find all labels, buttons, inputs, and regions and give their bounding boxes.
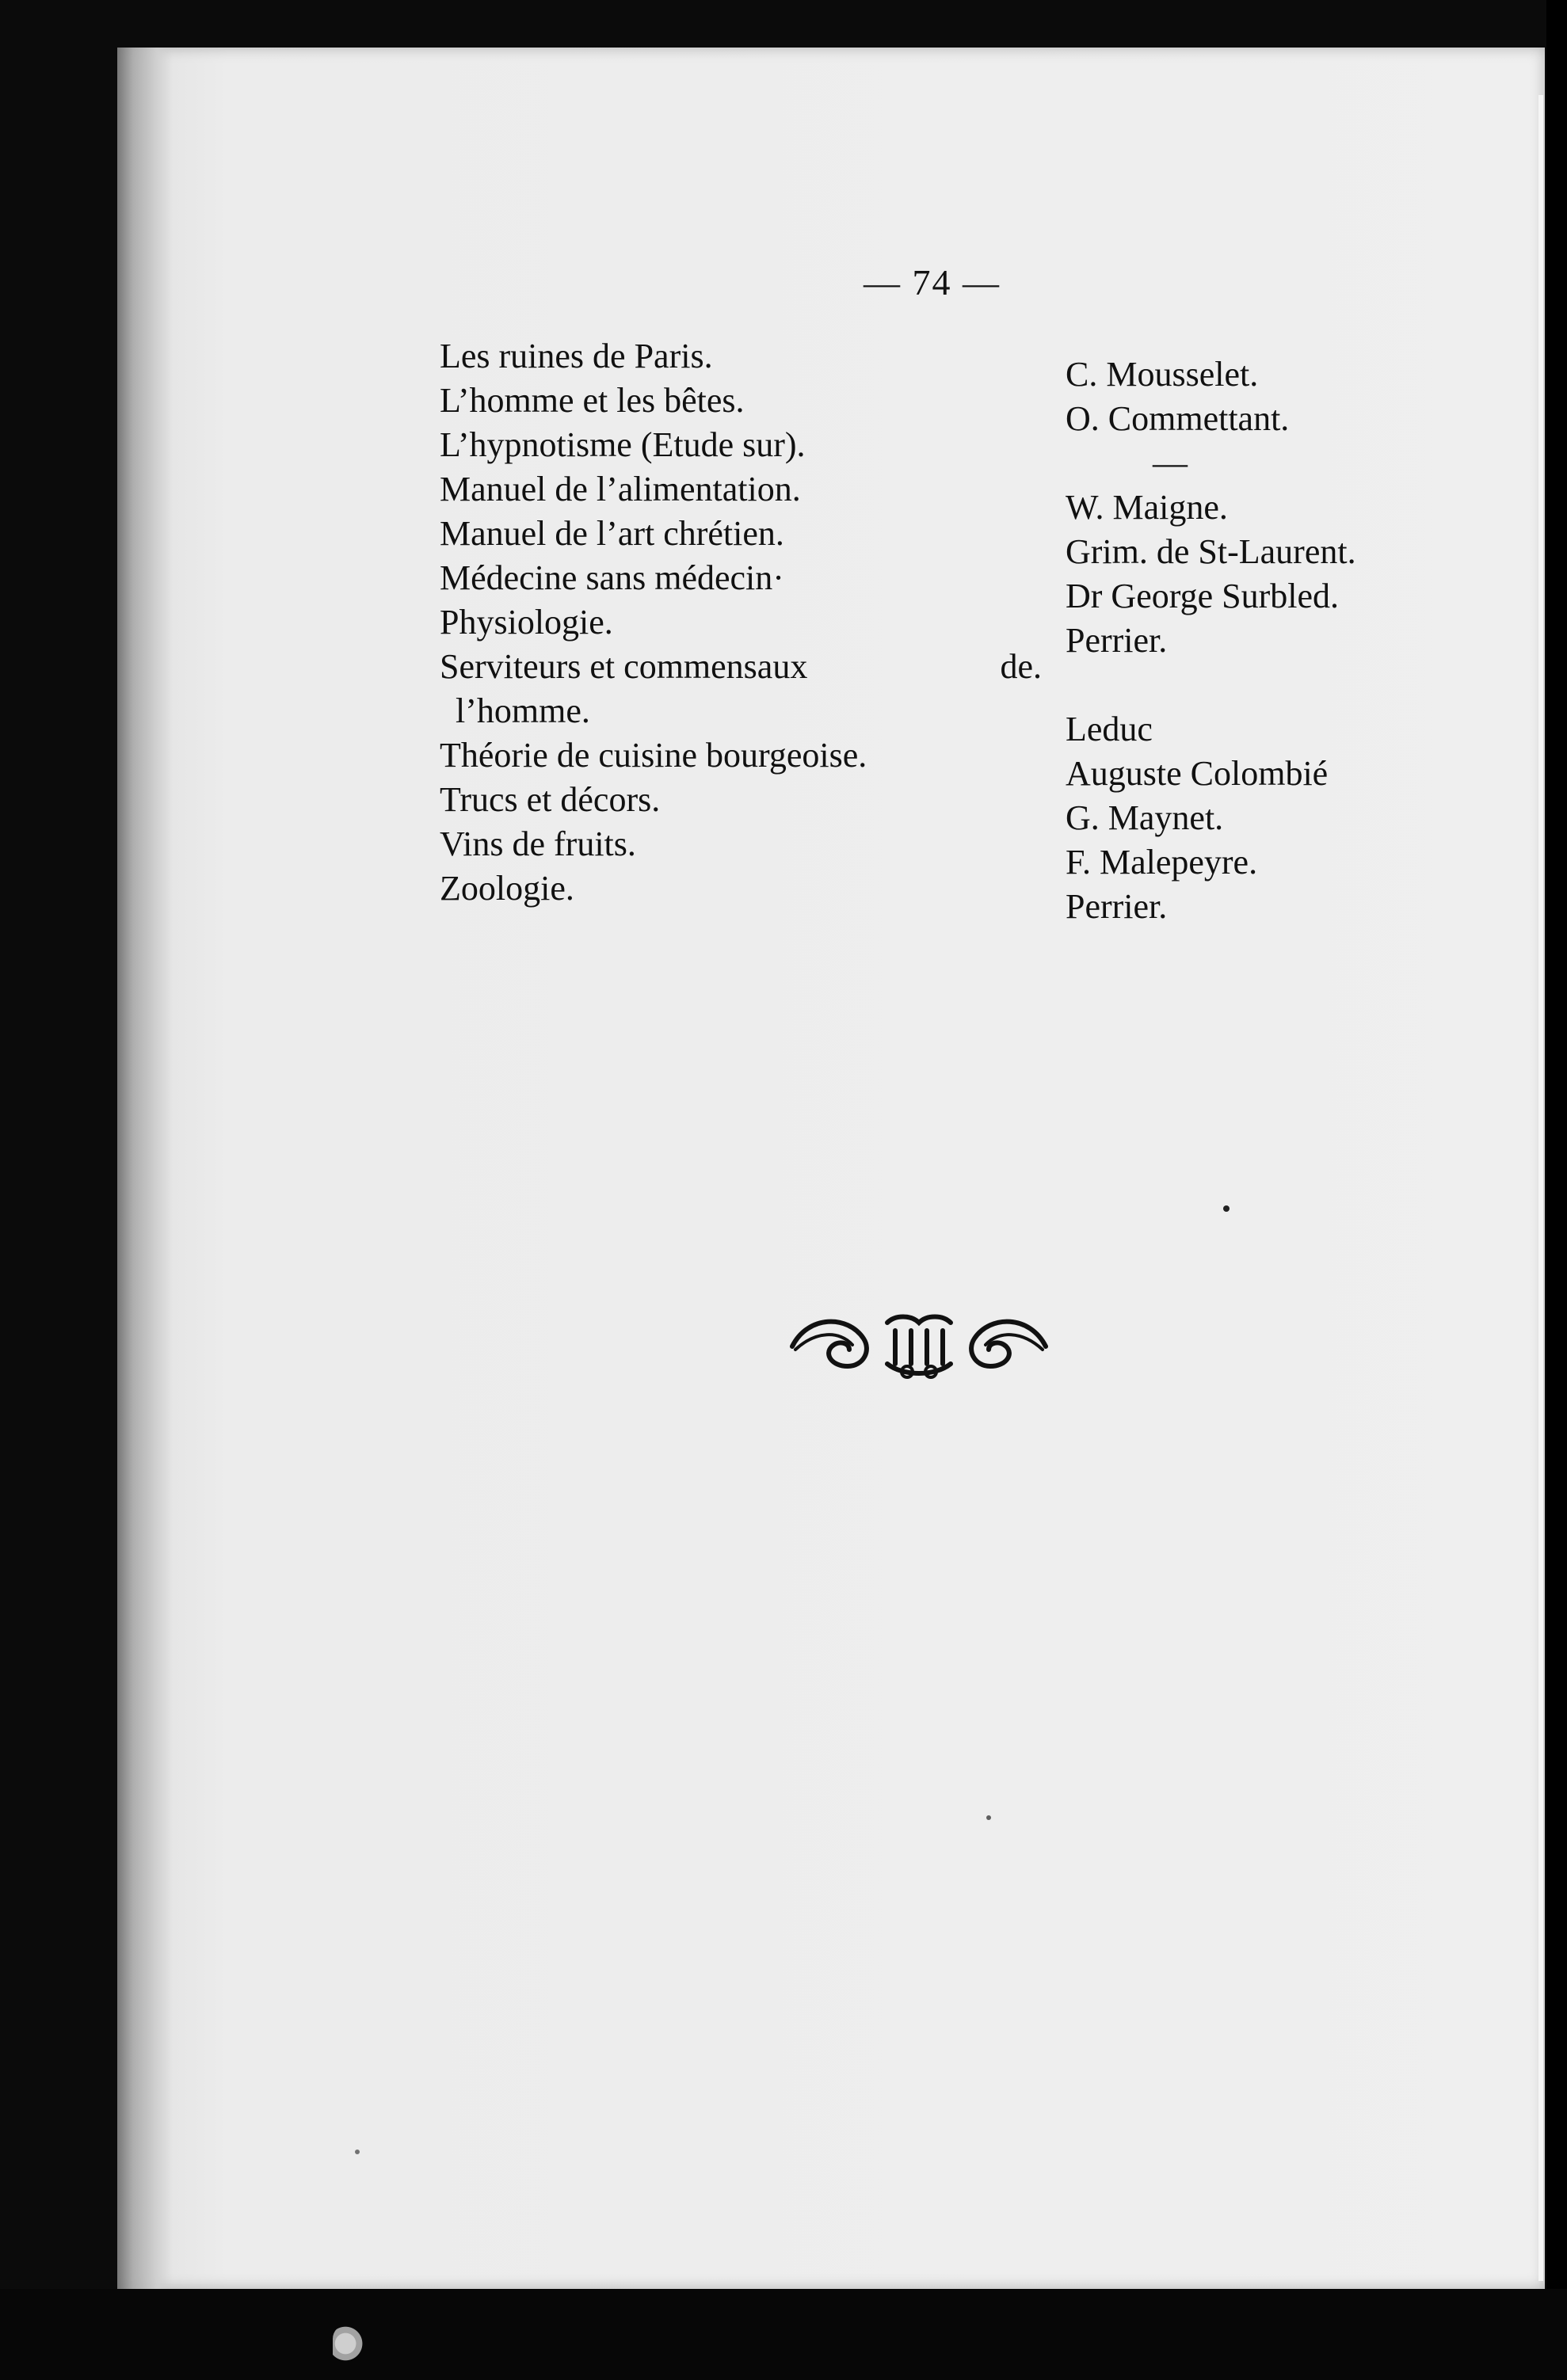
list-item: Théorie de cuisine bourgeoise. xyxy=(440,736,867,775)
speck xyxy=(986,1815,991,1820)
list-item: Zoologie. xyxy=(440,869,574,908)
bottom-black-border xyxy=(0,2289,1567,2380)
author: Auguste Colombié xyxy=(1066,754,1329,793)
ornamental-flourish-icon xyxy=(776,1299,1062,1386)
page-number: — 74 — xyxy=(864,262,1001,303)
author: Grim. de St-Laurent. xyxy=(1066,532,1356,571)
list-item: L’homme et les bêtes. xyxy=(440,381,745,420)
speck xyxy=(355,2150,360,2154)
author: Perrier. xyxy=(1066,887,1168,926)
list-item: L’hypnotisme (Etude sur). xyxy=(440,425,806,464)
right-column xyxy=(1066,352,1509,929)
page-left-edge xyxy=(117,48,173,2289)
spacer xyxy=(1066,663,1509,707)
list-item-continuation: l’homme. xyxy=(456,691,590,730)
list-item: Trucs et décors. xyxy=(440,780,661,819)
list-item: Manuel de l’alimentation. xyxy=(440,470,801,508)
author-dash: — xyxy=(1153,444,1188,482)
author: C. Mousselet. xyxy=(1066,355,1259,394)
list-item: Manuel de l’art chrétien. xyxy=(440,514,784,553)
author: F. Malepeyre. xyxy=(1066,843,1258,882)
bottom-artifact xyxy=(333,2325,369,2372)
list-item-text: Serviteurs et commensaux xyxy=(440,647,808,686)
author: Leduc xyxy=(1066,710,1153,748)
list-item: Les ruines de Paris. xyxy=(440,337,713,375)
speck xyxy=(1223,1205,1230,1212)
author: G. Maynet. xyxy=(1066,798,1224,837)
list-item-suffix: de. xyxy=(1000,647,1042,686)
list-item: Vins de fruits. xyxy=(440,824,636,863)
list-item: Médecine sans médecin· xyxy=(440,558,784,597)
left-column xyxy=(440,334,1042,911)
right-black-border xyxy=(1546,0,1567,2380)
author: Perrier. xyxy=(1066,621,1168,660)
list-item: Physiologie. xyxy=(440,603,613,642)
author: O. Commettant. xyxy=(1066,399,1290,438)
page-right-edge-highlight xyxy=(1538,95,1543,2281)
author: W. Maigne. xyxy=(1066,488,1228,527)
author: Dr George Surbled. xyxy=(1066,577,1339,615)
list-item xyxy=(440,645,1042,689)
